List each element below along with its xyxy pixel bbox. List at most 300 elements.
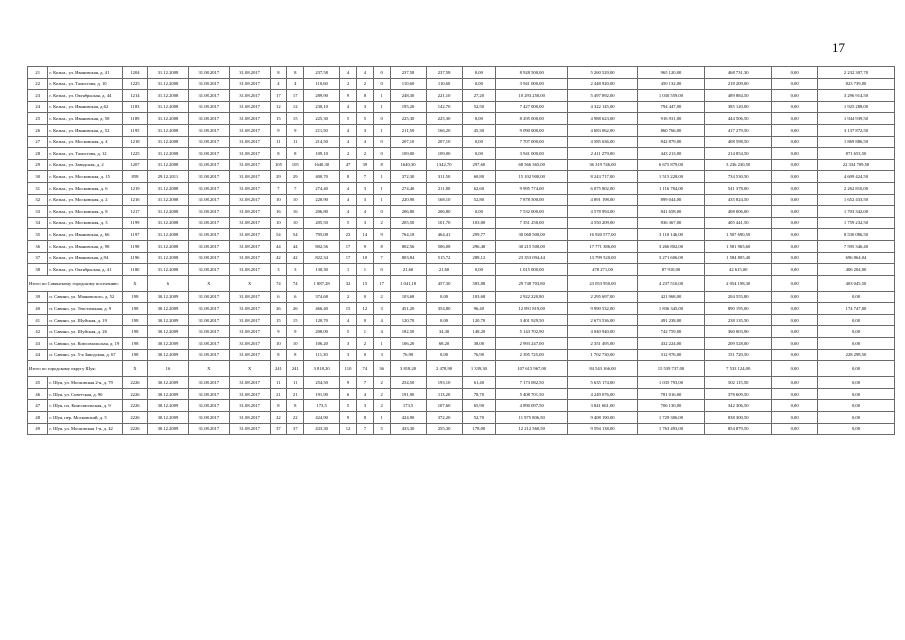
table-cell: 583,88	[462, 275, 496, 291]
table-cell: 54	[270, 229, 287, 241]
table-cell: 706 130,00	[637, 400, 704, 412]
table-cell: 2	[373, 217, 390, 229]
table-cell: 30.12.2009	[148, 314, 189, 326]
subtotal-row	[28, 361, 895, 377]
address-cell: г. Козьм., ул. Ивановская, д.62	[48, 101, 122, 113]
table-cell: 3	[356, 101, 373, 113]
table-cell: 1	[373, 171, 390, 183]
table-cell: 0	[356, 349, 373, 361]
table-cell: 802,56	[390, 240, 426, 252]
table-cell: 35	[28, 229, 48, 241]
table-row	[28, 148, 895, 160]
page-number: 17	[832, 40, 845, 55]
table-cell: 11	[287, 377, 304, 389]
table-cell: 2226	[122, 400, 147, 412]
address-cell: п. Савино, ул. Текстильная, д. 9	[48, 303, 122, 315]
table-cell: 38	[28, 264, 48, 276]
address-cell: п. Савино, ул. Шуйская, д. 26	[48, 326, 122, 338]
table-cell: 2	[373, 400, 390, 412]
table-cell: 0	[356, 291, 373, 303]
table-cell: 9 594 138,00	[568, 423, 638, 435]
table-cell: 4	[340, 124, 357, 136]
address-cell: п. Савино, ул. Комсомольская, д. 19	[48, 338, 122, 350]
table-cell: 764,18	[390, 229, 426, 241]
table-cell: 31.08.2017	[229, 303, 270, 315]
table-cell: 29	[287, 171, 304, 183]
table-cell: 408 598,50	[705, 136, 772, 148]
table-cell: 39	[28, 291, 48, 303]
table-cell: 12 891 819,00	[496, 303, 568, 315]
table-cell: 220,90	[304, 194, 340, 206]
table-cell: 2	[340, 291, 357, 303]
table-cell: 838 300,50	[705, 412, 772, 424]
table-row	[28, 67, 895, 79]
table-cell: 9 408 190,00	[568, 412, 638, 424]
table-row	[28, 136, 895, 148]
table-cell: 7 427 000,00	[496, 101, 568, 113]
table-cell: 0,00	[772, 124, 818, 136]
table-cell: 220,90	[390, 194, 426, 206]
table-cell: 205,50	[304, 217, 340, 229]
table-cell: 248,30	[390, 90, 426, 102]
table-cell: 296,48	[462, 240, 496, 252]
table-cell: 27,20	[462, 90, 496, 102]
table-cell: 39	[356, 159, 373, 171]
table-cell: 1207	[122, 159, 147, 171]
table-cell: 191,90	[390, 388, 426, 400]
table-cell: 3	[356, 182, 373, 194]
table-cell: 173,5	[304, 400, 340, 412]
table-cell: 1204	[122, 67, 147, 79]
table-cell: 1180	[122, 264, 147, 276]
table-cell: 0,00	[817, 377, 894, 389]
table-cell: 4 890 097,50	[496, 400, 568, 412]
table-cell: 842 879,00	[637, 136, 704, 148]
table-cell: 15	[287, 314, 304, 326]
table-cell: 5	[356, 113, 373, 125]
table-cell: 31.08.2017	[229, 217, 270, 229]
table-cell: 1183	[122, 101, 147, 113]
table-cell: 36	[28, 240, 48, 252]
table-cell: 31.08.2017	[188, 400, 229, 412]
table-cell: 372,20	[426, 412, 462, 424]
table-row	[28, 412, 895, 424]
table-cell: 103,80	[462, 217, 496, 229]
table-cell: 1640,30	[390, 159, 426, 171]
table-cell: 31.08.2017	[188, 377, 229, 389]
table-cell: 9 990 532,00	[568, 303, 638, 315]
table-cell: 198	[122, 291, 147, 303]
table-cell: 4	[287, 78, 304, 90]
table-cell: 478 271,00	[568, 264, 638, 276]
table-cell: 803,84	[390, 252, 426, 264]
table-cell: X	[229, 275, 270, 291]
table-cell: 7	[356, 377, 373, 389]
table-row	[28, 291, 895, 303]
table-cell: 3	[356, 217, 373, 229]
table-cell: 9	[340, 377, 357, 389]
table-cell: 84 543 166,00	[568, 361, 638, 377]
table-cell: 31.08.2017	[188, 264, 229, 276]
table-cell: 1198	[122, 240, 147, 252]
table-cell: 8	[340, 171, 357, 183]
table-cell: 1195	[122, 124, 147, 136]
table-cell: 403 045,50	[817, 275, 894, 291]
table-cell: 360 003,90	[705, 326, 772, 338]
table-cell: 1217	[122, 206, 147, 218]
address-cell: г. Козьм., ул. Ивановская, д. 52	[48, 124, 122, 136]
address-cell: г. Козьм., ул. Ивановская, д. 98	[48, 240, 122, 252]
table-cell: 30	[28, 171, 48, 183]
address-cell: г. Козьм., ул. Октябрьская, д. 44	[48, 90, 122, 102]
table-cell: 10	[270, 217, 287, 229]
table-cell: 8	[270, 148, 287, 160]
table-cell: 3	[287, 264, 304, 276]
table-cell: 8	[270, 349, 287, 361]
table-cell: 30.12.2009	[148, 377, 189, 389]
table-cell: 12 212 560,50	[496, 423, 568, 435]
table-cell: 5	[340, 113, 357, 125]
table-cell: 8	[373, 240, 390, 252]
table-cell: 214,50	[304, 136, 340, 148]
table-cell: 31.08.2017	[229, 148, 270, 160]
table-cell: 0,00	[772, 171, 818, 183]
table-cell: 17	[340, 240, 357, 252]
table-cell: 31.08.2017	[188, 412, 229, 424]
table-cell: 120,70	[304, 314, 340, 326]
table-cell: 0,00	[772, 217, 818, 229]
table-cell: 111,30	[304, 349, 340, 361]
table-cell: 443 213,00	[637, 148, 704, 160]
table-cell: 457,30	[426, 275, 462, 291]
address-cell: г. Козьм., ул. Ивановская, д. 41	[48, 67, 122, 79]
table-cell: 113,20	[426, 388, 462, 400]
table-cell: 1196	[122, 252, 147, 264]
table-cell: 31.12.2008	[148, 101, 189, 113]
table-cell: 237,58	[390, 67, 426, 79]
table-cell: 297,60	[462, 159, 496, 171]
table-cell: X	[122, 275, 147, 291]
table-cell: 3 296 914,50	[817, 90, 894, 102]
table-cell: 45,30	[462, 124, 496, 136]
table-cell: 148,20	[462, 326, 496, 338]
table-cell: 110,60	[304, 78, 340, 90]
table-cell: 12	[356, 303, 373, 315]
table-cell: 2226	[122, 388, 147, 400]
table-cell: 34,30	[426, 326, 462, 338]
table-cell: 31.08.2017	[188, 338, 229, 350]
table-cell: 31.08.2017	[188, 206, 229, 218]
table-cell: 9	[287, 326, 304, 338]
table-cell: 254,50	[390, 377, 426, 389]
table-row	[28, 252, 895, 264]
table-cell: 31.08.2017	[229, 229, 270, 241]
table-cell: 9	[287, 124, 304, 136]
subtotal-label: Итого по Савинскому городскому поселению:	[28, 275, 123, 291]
table-row	[28, 240, 895, 252]
address-cell: п. Савино, ул. 5-я Заводская, д. 67	[48, 349, 122, 361]
table-row	[28, 349, 895, 361]
table-cell: 4 249 076,00	[568, 388, 638, 400]
table-cell: 0	[373, 113, 390, 125]
table-cell: 450 132,00	[637, 78, 704, 90]
table-cell: 11	[270, 136, 287, 148]
table-cell: 31.08.2017	[188, 78, 229, 90]
table-cell: 44	[28, 349, 48, 361]
table-cell: 30.12.2009	[148, 400, 189, 412]
table-cell: 31.12.2008	[148, 206, 189, 218]
table-cell: 1640,30	[304, 159, 340, 171]
table-cell: 166,20	[426, 124, 462, 136]
table-cell: 23	[340, 229, 357, 241]
table-cell: 22 334 709,50	[817, 159, 894, 171]
table-cell: 2	[373, 291, 390, 303]
address-cell: г. Козьм., ул. Октябрьская, д. 41	[48, 264, 122, 276]
table-cell: 21,60	[426, 264, 462, 276]
table-cell: 9	[373, 229, 390, 241]
table-cell: 30.12.2009	[148, 349, 189, 361]
table-cell: 17	[373, 275, 390, 291]
table-cell: 1	[373, 182, 390, 194]
table-cell: 0	[373, 136, 390, 148]
table-cell: 37	[270, 423, 287, 435]
table-cell: 29	[28, 159, 48, 171]
table-cell: 17	[340, 252, 357, 264]
table-cell: 432 224,00	[637, 338, 704, 350]
table-cell: 7 173 082,50	[496, 377, 568, 389]
table-cell: 385 120,00	[705, 101, 772, 113]
table-cell: 515,72	[426, 252, 462, 264]
table-cell: 211,50	[304, 124, 340, 136]
table-cell: 31.08.2017	[188, 314, 229, 326]
table-cell: 4	[340, 182, 357, 194]
table-cell: 424,90	[390, 412, 426, 424]
resettlement-register-table	[27, 66, 895, 435]
table-cell: 274,40	[390, 182, 426, 194]
table-cell: 312 976,00	[637, 349, 704, 361]
table-cell: 7 878 500,00	[496, 194, 568, 206]
address-cell: г. Козьм., ул. Московская, д. 8	[48, 206, 122, 218]
table-cell: 372,30	[390, 171, 426, 183]
table-cell: 27	[28, 136, 48, 148]
table-cell: 31.08.2017	[188, 113, 229, 125]
table-cell: 0,00	[772, 159, 818, 171]
table-cell: 31.08.2017	[229, 400, 270, 412]
table-cell: 1 515 228,00	[637, 171, 704, 183]
table-row	[28, 303, 895, 315]
table-cell: 130,30	[304, 264, 340, 276]
table-cell: 4 988 623,00	[568, 113, 638, 125]
table-cell: 211,50	[390, 124, 426, 136]
table-cell: 0,00	[817, 291, 894, 303]
table-cell: 228 298,50	[817, 349, 894, 361]
table-cell: 31.08.2017	[188, 124, 229, 136]
table-row	[28, 326, 895, 338]
table-cell: 40	[28, 303, 48, 315]
address-cell: г. Козьм., ул. Тахистова, д. 10	[48, 78, 122, 90]
table-cell: 5	[373, 423, 390, 435]
table-cell: 30.12.2009	[148, 423, 189, 435]
table-cell: 0,00	[772, 412, 818, 424]
table-cell: 6 075 802,00	[568, 182, 638, 194]
table-cell: 31.12.2008	[148, 113, 189, 125]
table-cell: 8	[270, 400, 287, 412]
table-cell: 1 030 559,00	[637, 90, 704, 102]
table-cell: 38,00	[462, 338, 496, 350]
table-cell: 78,70	[462, 388, 496, 400]
table-cell: 42 615,00	[705, 264, 772, 276]
table-cell: 435 824,50	[705, 194, 772, 206]
table-cell: X	[188, 275, 229, 291]
table-cell: 31	[28, 182, 48, 194]
table-cell: 15	[356, 275, 373, 291]
table-cell: 31.12.2008	[148, 194, 189, 206]
table-cell: 7 707 000,00	[496, 136, 568, 148]
table-cell: 0,00	[772, 78, 818, 90]
table-cell: 2	[340, 148, 357, 160]
table-cell: 29.12.2011	[148, 171, 189, 183]
table-cell: 421 968,00	[637, 291, 704, 303]
table-cell: 10	[287, 338, 304, 350]
table-cell: 4	[373, 314, 390, 326]
table-cell: 6	[148, 275, 189, 291]
table-cell: 0,00	[772, 148, 818, 160]
table-cell: 31.08.2017	[188, 148, 229, 160]
table-cell: 174 747,00	[817, 303, 894, 315]
table-cell: 255,30	[426, 423, 462, 435]
table-row	[28, 217, 895, 229]
table-cell: 2	[340, 78, 357, 90]
table-cell: 1 035 793,00	[637, 377, 704, 389]
table-cell: 3 137 872,50	[817, 124, 894, 136]
table-cell: 31.08.2017	[229, 124, 270, 136]
table-cell: 4	[340, 101, 357, 113]
table-cell: 11	[287, 136, 304, 148]
table-cell: 4	[270, 78, 287, 90]
table-cell: 52,50	[462, 101, 496, 113]
table-cell: 464,41	[426, 229, 462, 241]
table-cell: 6	[340, 388, 357, 400]
table-cell: 31.12.2008	[148, 90, 189, 102]
table-cell: 0,00	[817, 388, 894, 400]
table-cell: 2 411 279,00	[568, 148, 638, 160]
table-cell: 207,10	[426, 136, 462, 148]
subtotal-label: Итого по городскому округу Шуя:	[28, 361, 123, 377]
address-cell: г. Шуя, ул. Московская 1-я, д. 42	[48, 423, 122, 435]
table-cell: 4 578 994,00	[568, 206, 638, 218]
table-cell: 46	[28, 388, 48, 400]
table-cell: 2	[356, 78, 373, 90]
table-cell: 0,00	[817, 361, 894, 377]
table-cell: 31.08.2017	[229, 252, 270, 264]
table-cell: 836 367,00	[637, 217, 704, 229]
table-cell: 103,68	[462, 291, 496, 303]
table-cell: 110	[340, 361, 357, 377]
table-cell: 0,00	[462, 148, 496, 160]
table-cell: 1 041,18	[390, 275, 426, 291]
table-cell: 10	[270, 338, 287, 350]
table-cell: 41	[28, 314, 48, 326]
table-cell: 1 887,28	[304, 275, 340, 291]
table-cell: 6	[270, 291, 287, 303]
table-cell: 3 818,20	[390, 361, 426, 377]
table-cell: 0,00	[772, 326, 818, 338]
table-cell: 10 293 250,00	[496, 90, 568, 102]
table-cell: 23 353 094,44	[496, 252, 568, 264]
table-cell: 31.08.2017	[229, 159, 270, 171]
table-cell: 47	[28, 400, 48, 412]
table-cell: 10	[287, 194, 304, 206]
table-cell: 31.08.2017	[188, 291, 229, 303]
table-cell: 0,00	[817, 326, 894, 338]
table-cell: 52,80	[462, 194, 496, 206]
table-cell: 274,40	[304, 182, 340, 194]
table-cell: 31.08.2017	[229, 326, 270, 338]
table-cell: 8	[287, 148, 304, 160]
table-cell: 31.08.2017	[229, 264, 270, 276]
table-cell: 31.08.2017	[188, 194, 229, 206]
table-cell: 1	[356, 326, 373, 338]
table-cell: 109,10	[304, 148, 340, 160]
table-cell: 8 243 717,00	[568, 171, 638, 183]
table-row	[28, 78, 895, 90]
table-cell: 424,90	[304, 412, 340, 424]
table-cell: 76,90	[390, 349, 426, 361]
table-cell: 1 869 886,50	[817, 136, 894, 148]
table-cell: 31.08.2017	[188, 229, 229, 241]
table-cell: 0,00	[772, 338, 818, 350]
table-cell: 101,70	[426, 217, 462, 229]
table-cell: 7 595 346,40	[817, 240, 894, 252]
table-cell: 1225	[122, 148, 147, 160]
table-cell: 0,00	[462, 113, 496, 125]
table-cell: 3 236 230,50	[705, 159, 772, 171]
table-cell: 1 507 690,50	[705, 229, 772, 241]
table-cell: 31.08.2017	[229, 113, 270, 125]
table-cell: 0,00	[462, 206, 496, 218]
table-cell: 211,80	[426, 182, 462, 194]
table-cell: 43	[28, 338, 48, 350]
table-cell: 225,30	[304, 113, 340, 125]
table-cell: 3 818,20	[304, 361, 340, 377]
table-cell: 31.08.2017	[188, 159, 229, 171]
table-cell: 2 054 198,30	[705, 275, 772, 291]
table-cell: 36 319 746,00	[568, 159, 638, 171]
table-cell: 4 550 209,00	[568, 217, 638, 229]
table-cell: 378 609,50	[705, 388, 772, 400]
table-cell: 1 729 306,00	[637, 412, 704, 424]
table-cell: 1 759 232,50	[817, 217, 894, 229]
table-cell: 1 581 965,60	[705, 240, 772, 252]
table-cell: 31.08.2017	[188, 240, 229, 252]
table-cell: 1189	[122, 113, 147, 125]
table-cell: 1197	[122, 229, 147, 241]
table-row	[28, 124, 895, 136]
address-cell: г. Козьм., ул. Ивановская, д. 66	[48, 229, 122, 241]
table-cell: 31.08.2017	[188, 423, 229, 435]
table-cell: 794 447,00	[637, 101, 704, 113]
table-cell: 173,5	[390, 400, 426, 412]
table-cell: 31.08.2017	[229, 67, 270, 79]
table-cell: 965 120,00	[637, 67, 704, 79]
table-cell: 311,50	[426, 171, 462, 183]
table-cell: 4	[356, 206, 373, 218]
table-cell: 31.08.2017	[188, 101, 229, 113]
table-cell: 31.08.2017	[229, 171, 270, 183]
table-cell: 8 928 500,00	[496, 67, 568, 79]
table-cell: 0,00	[772, 182, 818, 194]
table-cell: 4 040 940,00	[568, 326, 638, 338]
